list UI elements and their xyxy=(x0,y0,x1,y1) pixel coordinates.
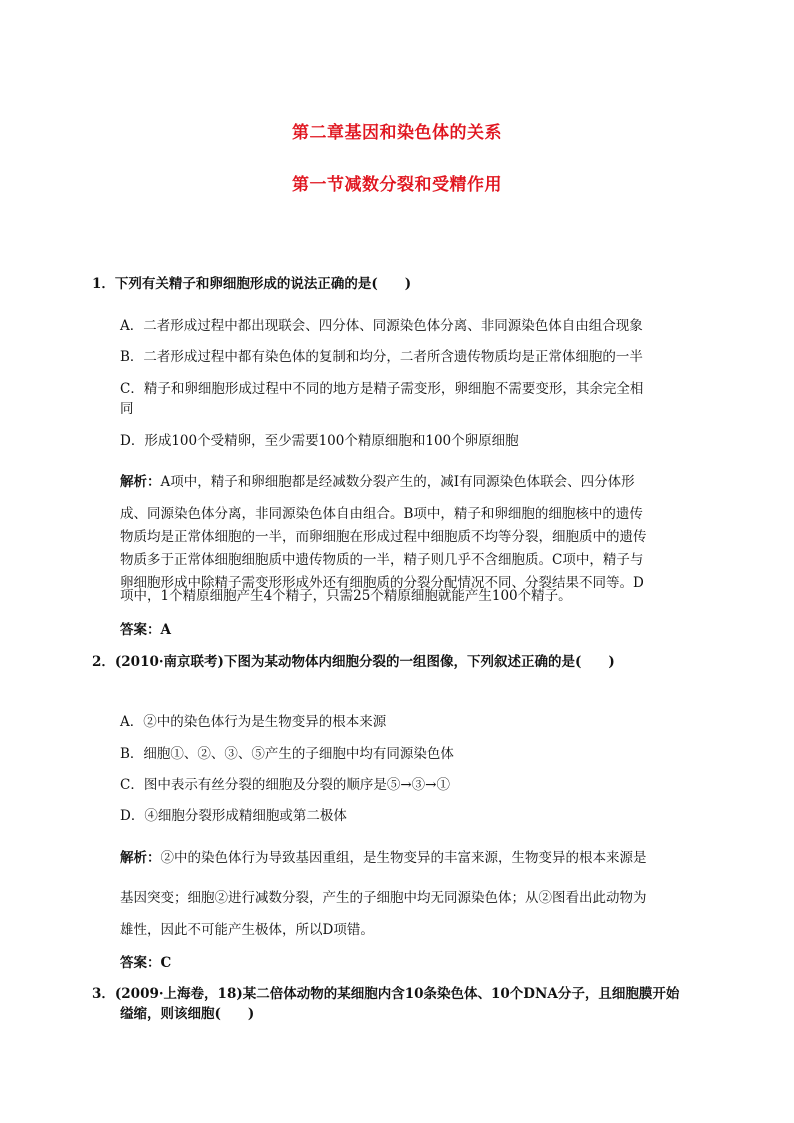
question-1-option-c-cont: 同 xyxy=(120,401,134,417)
analysis-label: 解析： xyxy=(120,474,161,490)
question-1-analysis-line: 成、同源染色体分离，非同源染色体自由组合。B项中，精子和卵细胞的细胞核中的遗传 xyxy=(120,506,643,522)
question-1-analysis-line: 卵细胞形成中除精子需变形形成外还有细胞质的分裂分配情况不同、分裂结果不同等。D xyxy=(120,575,644,591)
question-3-stem: 3．(2009·上海卷，18)某二倍体动物的某细胞内含10条染色体、10个DNA分子，且细胞膜开始 xyxy=(92,986,680,1002)
question-1-analysis-line: 物质均是正常体细胞的一半，而卵细胞在形成过程中细胞质不均等分裂，细胞质中的遗传 xyxy=(120,529,647,545)
question-1-option-a: A．二者形成过程中都出现联会、四分体、同源染色体分离、非同源染色体自由组合现象 xyxy=(120,318,643,334)
question-1-option-d: D．形成100个受精卵，至少需要100个精原细胞和100个卵原细胞 xyxy=(120,433,519,449)
question-3-stem-cont: 缢缩，则该细胞( ) xyxy=(120,1006,255,1022)
question-1-analysis-line: 项中，1个精原细胞产生4个精子，只需25个精原细胞就能产生100个精子。 xyxy=(120,588,572,604)
question-2-analysis-line: 解析：②中的染色体行为导致基因重组，是生物变异的丰富来源，生物变异的根本来源是 xyxy=(120,850,647,866)
question-2-analysis-line: 基因突变；细胞②进行减数分裂，产生的子细胞中均无同源染色体；从②图看出此动物为 xyxy=(120,890,647,906)
question-1-answer: 答案：A xyxy=(120,622,171,638)
question-1-stem: 1．下列有关精子和卵细胞形成的说法正确的是( ) xyxy=(92,276,412,292)
question-2-stem: 2．(2010·南京联考)下图为某动物体内细胞分裂的一组图像，下列叙述正确的是( ) xyxy=(92,654,615,670)
question-1-analysis-line: 物质多于正常体细胞细胞质中遗传物质的一半，精子则几乎不含细胞质。C项中，精子与 xyxy=(120,552,644,568)
analysis-label: 解析： xyxy=(120,850,161,866)
question-2-option-d: D．④细胞分裂形成精细胞或第二极体 xyxy=(120,808,347,824)
question-2-answer: 答案：C xyxy=(120,955,172,971)
question-2-option-a: A．②中的染色体行为是生物变异的根本来源 xyxy=(120,714,387,730)
chapter-title: 第二章基因和染色体的关系 xyxy=(292,123,502,143)
question-2-option-b: B．细胞①、②、③、⑤产生的子细胞中均有同源染色体 xyxy=(120,746,454,762)
section-title: 第一节减数分裂和受精作用 xyxy=(292,175,502,195)
question-1-option-c: C．精子和卵细胞形成过程中不同的地方是精子需变形，卵细胞不需要变形，其余完全相 xyxy=(120,381,644,397)
question-2-option-c: C．图中表示有丝分裂的细胞及分裂的顺序是⑤→③→① xyxy=(120,777,450,793)
question-2-analysis-line: 雄性，因此不可能产生极体，所以D项错。 xyxy=(120,922,374,938)
question-1-option-b: B．二者形成过程中都有染色体的复制和均分，二者所含遗传物质均是正常体细胞的一半 xyxy=(120,349,643,365)
question-1-analysis-line: 解析：A项中，精子和卵细胞都是经减数分裂产生的，减Ⅰ有同源染色体联会、四分体形 xyxy=(120,474,635,490)
